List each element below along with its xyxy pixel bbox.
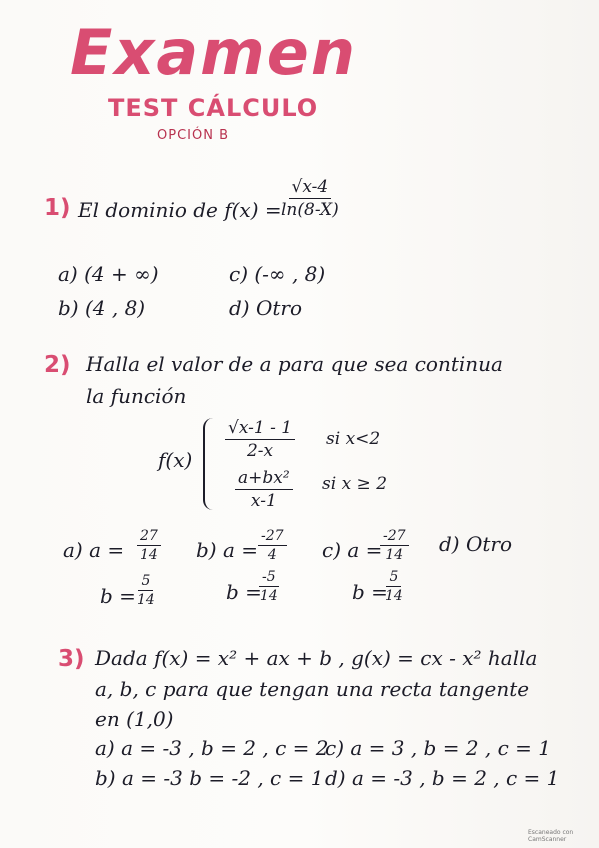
question-2-line-2: la función <box>86 384 187 408</box>
question-3-line-2: a, b, c para que tengan una recta tangente <box>95 677 530 701</box>
piecewise-case-2-numerator: a+bx² <box>235 468 293 490</box>
q2-answer-b-b-fraction <box>259 569 279 604</box>
page-title: Examen <box>70 16 357 89</box>
q3-answer-b: b) a = -3 b = -2 , c = 1 <box>95 766 324 790</box>
question-1-fraction <box>281 177 339 220</box>
scanner-watermark: Escaneado con CamScanner <box>528 829 574 843</box>
q3-answer-c: c) a = 3 , b = 2 , c = 1 <box>325 736 552 760</box>
q1-answer-d: d) Otro <box>229 296 302 320</box>
q2-answer-c-numerator: -27 <box>380 528 409 546</box>
q2-answer-c-b-fraction <box>385 569 403 604</box>
question-1-numerator: √x-4 <box>289 177 332 199</box>
piecewise-case-1-numerator: √x-1 - 1 <box>225 418 295 440</box>
question-1-denominator: ln(8-X) <box>281 200 339 220</box>
q3-answer-d: d) a = -3 , b = 2 , c = 1 <box>325 766 560 790</box>
piecewise-case-2-fraction <box>235 468 293 511</box>
q1-answer-b: b) (4 , 8) <box>58 296 146 320</box>
q2-answer-a-b-denominator: 14 <box>137 592 155 608</box>
q2-answer-c-b-numerator: 5 <box>386 569 401 587</box>
piecewise-case-1-fraction <box>225 418 295 461</box>
q2-answer-b-fraction <box>258 528 287 563</box>
q2-answer-c-b-label: b = <box>352 580 388 604</box>
question-1-number: 1) <box>44 195 71 221</box>
q2-answer-a-b-fraction <box>137 573 155 608</box>
piecewise-case-1-denominator: 2-x <box>246 441 274 461</box>
q2-answer-b-b-numerator: -5 <box>259 569 279 587</box>
question-2-number: 2) <box>44 352 71 378</box>
q2-answer-a-fraction <box>137 528 161 563</box>
q2-answer-b-b-denominator: 14 <box>259 588 278 604</box>
q2-answer-c-denominator: 14 <box>385 547 404 563</box>
q1-answer-a: a) (4 + ∞) <box>58 262 159 286</box>
q2-answer-a-label: a) a = <box>63 538 125 562</box>
q2-answer-d: d) Otro <box>439 532 512 556</box>
exam-option-label: OPCIÓN B <box>157 128 229 143</box>
q2-answer-a-b-numerator: 5 <box>138 573 153 591</box>
page-subtitle: TEST CÁLCULO <box>108 94 319 122</box>
q2-answer-c-fraction <box>380 528 409 563</box>
q2-answer-a-numerator: 27 <box>137 528 161 546</box>
q2-answer-b-denominator: 4 <box>267 547 277 563</box>
q2-answer-b-numerator: -27 <box>258 528 287 546</box>
q2-answer-a-b-label: b = <box>100 584 136 608</box>
q3-answer-a: a) a = -3 , b = 2 , c = 2 <box>95 736 329 760</box>
question-2-line-1: Halla el valor de a para que sea continua <box>86 352 503 376</box>
question-3-line-1: Dada f(x) = x² + ax + b , g(x) = cx - x² halla <box>95 646 538 670</box>
piecewise-function-name: f(x) <box>158 448 193 472</box>
piecewise-case-1-condition: si x<2 <box>326 429 381 449</box>
piecewise-brace <box>203 418 219 510</box>
question-3-number: 3) <box>58 646 85 672</box>
q2-answer-a-denominator: 14 <box>140 547 158 563</box>
q2-answer-c-b-denominator: 14 <box>385 588 403 604</box>
q2-answer-b-label: b) a = <box>196 538 259 562</box>
piecewise-case-2-denominator: x-1 <box>250 491 277 511</box>
q2-answer-c-label: c) a = <box>322 538 383 562</box>
question-1-text: El dominio de f(x) = <box>78 198 282 222</box>
q1-answer-c: c) (-∞ , 8) <box>229 262 326 286</box>
piecewise-case-2-condition: si x ≥ 2 <box>322 474 388 494</box>
question-3-line-3: en (1,0) <box>95 707 174 731</box>
q2-answer-b-b-label: b = <box>226 580 262 604</box>
